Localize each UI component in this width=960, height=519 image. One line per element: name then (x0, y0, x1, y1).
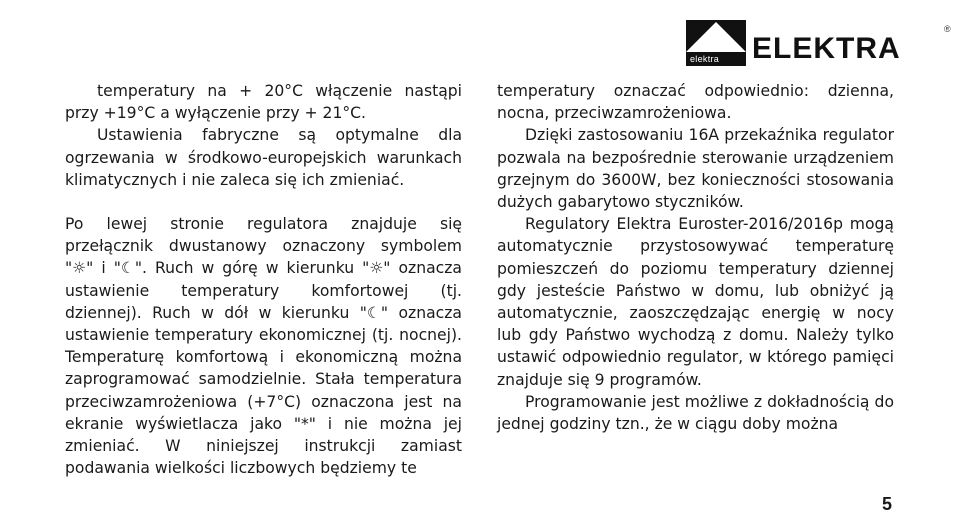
logo-small-text: elektra (690, 54, 720, 64)
left-paragraph-3: Po lewej stronie regulatora znajduje się przełącznik dwustanowy oznaczony symbolem "☼" i "☾". Ruch w górę w kierunku "☼" oznacza ustawienie temperatury komfortowej (tj. dziennej). Ruch w dół w kierunku "☾" oznacza ustawienie temperatury ekonomicznej (tj. nocnej). Temperaturę komfortową i ekonomiczną można zaprogramować samodzielnie. Stała temperatura przeciwzamrożeniowa (+7°C) oznaczona jest na ekranie wyświetlacza jako "*" i nie można jej zmieniać. W niniejszej instrukcji zamiast podawania wielkości liczbowych będziemy te (65, 215, 462, 478)
right-paragraph-3: Regulatory Elektra Euroster-2016/2016p mogą automatycznie przystosowywać temperaturę pomieszczeń do poziomu temperatury dziennej gdy jesteście Państwo w domu, lub obniżyć ją automatycznie, zaoszczędzając energię w nocy lub gdy Państwo wychodzą z domu. Należy tylko ustawić odpowiednio regulator, w którego pamięci znajduje się 9 programów. (497, 215, 894, 389)
left-paragraph-2: Ustawienia fabryczne są optymalne dla ogrzewania w środkowo-europejskich warunkach klimatycznych i nie zaleca się ich zmieniać. (65, 126, 462, 189)
elektra-logo-icon (686, 20, 746, 66)
registered-mark: ® (944, 24, 951, 34)
left-paragraph-1: temperatury na + 20°C włączenie nastąpi przy +19°C a wyłączenie przy + 21°C. (65, 82, 462, 123)
right-paragraph-1: temperatury oznaczać odpowiednio: dzienna, nocna, przeciwzamrożeniowa. (497, 82, 894, 123)
right-text-column (497, 80, 894, 435)
page-number: 5 (881, 494, 892, 514)
brand-logo (686, 20, 950, 66)
left-text-column (65, 80, 462, 479)
right-paragraph-4: Programowanie jest możliwe z dokładnością do jednej godziny tzn., że w ciągu doby można (497, 392, 894, 434)
brand-name: ELEKTRA (752, 32, 901, 65)
right-paragraph-2: Dzięki zastosowaniu 16A przekaźnika regulator pozwala na bezpośrednie sterowanie urządzeniem grzejnym do 3600W, bez konieczności stosowania dużych gabarytowo styczników. (497, 126, 894, 212)
